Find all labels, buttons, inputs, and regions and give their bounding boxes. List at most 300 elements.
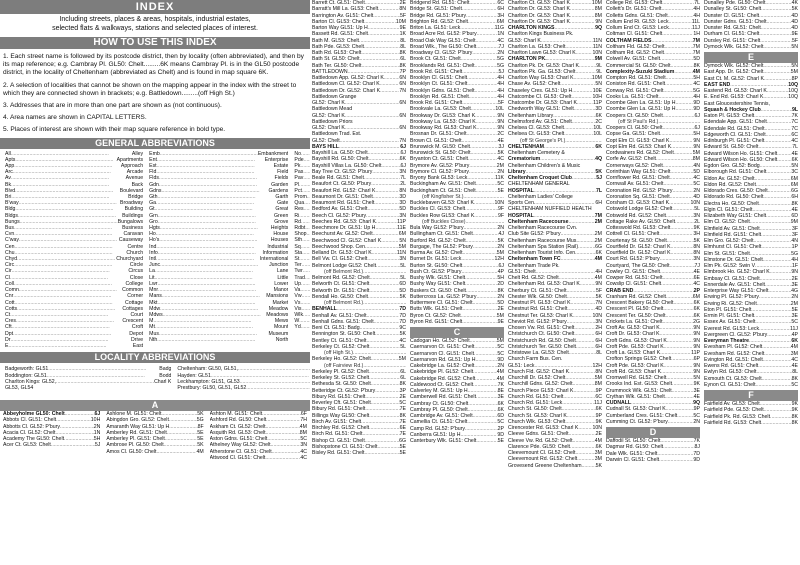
entry-map-ref: 4H — [693, 93, 700, 100]
abbreviation-column — [291, 151, 310, 350]
entry-map-ref: 1P — [791, 244, 798, 251]
entry-name: Copt Elm Cl. GL53: Charl K — [606, 137, 670, 144]
entry-map-ref: 4E — [693, 393, 700, 400]
entry-name: Erwing Pl. GL52: P'bury — [704, 294, 759, 301]
entry-map-ref: 7L — [694, 0, 700, 6]
entry-map-ref: 8E — [497, 388, 504, 394]
entry-name: Chester Wlk. GL50: Chelt — [508, 293, 567, 300]
entry-map-ref: 5L — [400, 343, 406, 350]
entry-name: Belmont Lodge GL52: Chelt — [312, 262, 377, 269]
entry-name: GL52: Charl K — [312, 100, 345, 106]
abbreviation-meaning: Mansions — [266, 293, 289, 300]
general-abbreviations-table — [2, 151, 308, 350]
entry-name: Cromwell Rd. GL52: Chelt — [606, 375, 667, 381]
entry-map-ref: 9M — [594, 56, 602, 63]
locality-name: Cheltenham: GL50, GL51, — [177, 366, 238, 373]
entry-map-ref: 9P — [595, 412, 602, 419]
entry-name: Coltham Rd. GL52: Chelt — [606, 50, 664, 56]
entry-map-ref: 2N — [693, 187, 700, 194]
entry-map-ref: 6J — [694, 112, 700, 119]
entry-map-ref: 4H — [693, 12, 700, 19]
entry-name: Cheltenham Children's & Music — [508, 162, 581, 169]
entry-map-ref: 5J — [596, 175, 602, 181]
abbreviation-meaning: Churchyard — [116, 256, 144, 263]
entry-map-ref: 11G — [494, 25, 504, 31]
entry-map-ref: 5M — [594, 375, 602, 381]
entry-name: Christchurch Ter. GL50: Chelt — [508, 343, 576, 350]
abbreviation-row — [294, 324, 310, 330]
entry-map-ref: 9L — [596, 68, 602, 75]
entry-name: Crematorium — [508, 156, 541, 163]
entry-map-ref: 9E — [497, 318, 504, 325]
abbreviation: Bldgs — [5, 212, 18, 219]
entry-map-ref: 5K — [595, 293, 602, 300]
entry-name: Enterprise Way GL51: Chelt — [704, 288, 769, 294]
entry-map-ref: 8K — [399, 50, 406, 56]
entry-name: Dagmar Rd. GL50: Chelt — [606, 444, 664, 451]
locality-name: Leckhampton: GL51, GL53 — [177, 378, 240, 385]
abbreviation-column — [146, 151, 291, 350]
entry-map-ref: 8L — [596, 350, 602, 356]
abbreviation-meaning: Corner — [127, 293, 144, 300]
entry-name: Dunster Rd. GL51: Chelt — [704, 25, 761, 31]
entry-name: Dunster Gdns. GL51: Chelt — [704, 18, 767, 25]
entry-name: Buckingham Ct. GL51: Chelt — [410, 187, 476, 194]
leader-dots — [572, 175, 596, 181]
entry-name: Bishopstone Cl. GL51: Chelt — [312, 443, 378, 450]
entry-map-ref: 4E — [791, 206, 798, 213]
entry-map-ref: 1K — [399, 31, 406, 38]
index-entry — [312, 450, 406, 456]
entry-map-ref: 5E — [497, 187, 504, 194]
entry-map-ref: 6K — [693, 300, 700, 306]
abbreviation-meaning: Circle — [129, 262, 144, 269]
entry-name: Cambray Pl. GL50: Chelt — [410, 406, 468, 413]
entry-name: HOSPITAL — [508, 187, 534, 194]
entry-map-ref: 8N — [399, 187, 406, 194]
entry-map-ref: 9K — [693, 225, 700, 231]
entry-map-ref: 10E — [592, 87, 602, 94]
entry-name: Corsham Cl. GL53: Charl K — [606, 200, 670, 206]
abbreviation-meaning: Arcade — [126, 169, 144, 176]
entry-name: Croft Pde. GL53: Charl K — [606, 362, 664, 369]
entry-map-ref: 7P — [399, 68, 406, 75]
entry-map-ref: 2P — [497, 425, 504, 432]
entry-map-ref: 7M — [692, 37, 700, 44]
locality-row — [177, 385, 310, 391]
entry-name: Church Fld. GL52: Charl K — [508, 368, 570, 375]
entry-map-ref: 9K — [791, 407, 798, 414]
entry-map-ref: 12H — [592, 362, 602, 369]
entry-name: Camp Rd. GL52: P'bury — [410, 425, 465, 432]
entry-map-ref: 4C — [300, 454, 307, 461]
entry-map-ref: 2E — [399, 0, 406, 6]
entry-map-ref: 4C — [693, 281, 700, 288]
entry-map-ref: 5D — [399, 206, 406, 213]
entry-map-ref: 4C — [791, 138, 798, 144]
entry-name: Ashford Rd. GL50: Chelt — [209, 417, 267, 424]
entry-map-ref: 9D — [497, 431, 504, 438]
entry-map-ref: 4H — [693, 6, 700, 13]
entry-map-ref: 4P — [791, 331, 798, 338]
entry-name: Everest Rd. GL53: Leck — [704, 325, 760, 332]
entry-name: Bryanton Ct. GL51: Chelt — [410, 156, 468, 163]
abbreviation: Pas — [294, 169, 304, 176]
entry-name: College Rd. GL53: Chelt — [606, 0, 663, 6]
letter-heading-d: D — [606, 427, 700, 438]
entry-map-ref: 2H — [595, 325, 602, 331]
entry-name: GL51: Chelt — [508, 268, 536, 275]
entry-name: Chosen Vw. Rd. GL51: Chelt — [508, 325, 575, 331]
entry-map-ref: 3N — [693, 212, 700, 219]
index-column — [506, 0, 604, 565]
entry-name: Brook Rd. GL51: Chelt — [410, 100, 463, 106]
entry-map-ref: 2E — [399, 393, 406, 400]
entry-map-ref: 7D — [399, 306, 406, 313]
abbreviation: Flds — [149, 175, 159, 182]
index-subtitle — [0, 16, 310, 33]
entry-name: Christowe La. GL53: Chelt — [508, 350, 569, 356]
entry-map-ref: 5G — [791, 250, 798, 257]
entry-map-ref: 3D — [399, 193, 406, 200]
entry-map-ref: 8N — [693, 243, 700, 250]
abbreviation-meaning: Depot — [129, 330, 144, 337]
entry-name: (off Belmont Rd.) — [324, 268, 364, 275]
howto-list — [0, 53, 310, 135]
entry-name: Ennerdale Av. GL51: Chelt — [704, 281, 765, 288]
abbreviation-meaning: Building — [124, 206, 144, 213]
entry-name: Elm Pk. GL52: Swin V — [704, 263, 756, 269]
entry-name: Cordwainers Rd. GL52: Chelt — [606, 150, 674, 156]
entry-map-ref: 9N — [693, 325, 700, 331]
abbreviation-meaning: Mount — [273, 324, 289, 331]
entry-map-ref: 9N — [693, 362, 700, 369]
entry-name: Collett's Dr. GL51: Chelt — [606, 6, 662, 13]
entry-name: Cleevemount Rd. GL52: Chelt — [508, 456, 578, 463]
entry-map-ref: 9L — [596, 62, 602, 69]
entry-map-ref: 3C — [791, 169, 798, 176]
entry-map-ref: 5K — [693, 237, 700, 244]
entry-map-ref: 11J — [594, 400, 602, 406]
abbreviation-meaning: East — [132, 342, 144, 349]
entry-map-ref: 3P — [399, 387, 406, 394]
entry-name: Eton Pl. GL51: Chelt — [704, 306, 752, 313]
abbreviation: Pde — [294, 156, 304, 163]
entry-map-ref: 9N — [595, 281, 602, 288]
entry-map-ref: 5M — [398, 243, 406, 250]
entry-name: Battledown Grange — [312, 93, 357, 100]
entry-map-ref: 6J — [94, 411, 101, 418]
entry-name: Squash & Hockey Club — [704, 106, 761, 113]
entry-name: Copse Ga. GL51: Chelt — [606, 131, 660, 138]
abbreviation: No — [294, 150, 302, 157]
entry-name: Chaseley Cres. GL51: Up H — [508, 87, 573, 94]
entry-map-ref: 2N — [497, 168, 504, 175]
entry-map-ref: 5H — [497, 275, 504, 281]
entry-map-ref: 6H — [595, 200, 602, 206]
entry-map-ref: 8N — [595, 368, 602, 375]
entry-name: Ewens Rd. GL51: Chelt — [704, 363, 759, 369]
entry-name: Cranham Rd. GL52: Chelt — [606, 293, 666, 300]
entry-map-ref: 6D — [399, 281, 406, 288]
entry-map-ref: 9N — [693, 368, 700, 375]
entry-name: Elmhurst Cl. GL51: Chelt — [704, 244, 762, 251]
entry-map-ref: 4C — [497, 156, 504, 163]
abbreviation-meaning: Information — [262, 249, 289, 256]
entry-map-ref: 6J — [400, 162, 406, 169]
entry-name: GL52: Charl K — [312, 112, 345, 119]
abbreviation: Bldg — [5, 206, 16, 213]
entry-map-ref: 2L — [400, 181, 406, 188]
entry-name: Croft Av. GL53: Charl K — [606, 325, 660, 331]
leader-dots — [569, 350, 596, 356]
entry-name: Canberra GL51: Up H — [410, 431, 461, 438]
entry-name: GL53: Charl K — [508, 37, 541, 44]
entry-map-ref: 5K — [595, 462, 602, 469]
abbreviation-meaning: Drive — [131, 336, 144, 343]
entry-name: Dunalley St. GL50: Chelt — [704, 6, 762, 13]
entry-map-ref: 8K — [399, 412, 406, 419]
abbreviation-meaning: Houses — [270, 237, 289, 244]
entry-name: Croft Pde. GL53: Charl K — [606, 343, 664, 350]
entry-name: Chelsea Cl. GL53: Chelt — [508, 125, 564, 131]
entry-name: Collum End Ri. GL53: Leck — [606, 18, 669, 25]
abbreviation: Gt — [149, 206, 155, 213]
entry-name: Burgage, The GL52: P'bury — [410, 243, 473, 250]
entry-map-ref: 2M — [790, 300, 798, 307]
entry-map-ref: 6C — [791, 131, 798, 138]
abbreviation-meaning: Meadow — [268, 305, 289, 312]
abbreviation-meaning: Industrial — [267, 243, 289, 250]
entry-map-ref: 10Q — [788, 81, 798, 88]
abbreviation-meaning: Great — [275, 206, 289, 213]
entry-name: Beechurst Av. GL52: Chelt — [312, 231, 373, 238]
entry-map-ref: 2N — [497, 243, 504, 250]
entry-name: Belworth Ct. GL51: Chelt — [312, 281, 370, 288]
entry-name: Battledown Priors — [312, 118, 353, 125]
abbreviation: Bus — [5, 225, 14, 232]
abbreviation: Fld — [149, 169, 157, 176]
entry-name: Exmouth Ct. GL53: Chelt — [704, 375, 762, 382]
entry-map-ref: 4J — [498, 231, 504, 238]
abbreviation: Sth — [294, 237, 303, 244]
entry-name: Bassett Rd. GL51: Chelt — [312, 31, 368, 38]
index-entry — [704, 44, 798, 50]
entry-name: Bayshill La. GL50: Chelt — [312, 150, 368, 156]
entry-name: Colwell Av. GL51: Chelt — [606, 56, 661, 63]
entry-name: Brook Ct. GL51: Chelt — [410, 56, 461, 63]
entry-name: Cowslip Cl. GL51: Chelt — [606, 281, 662, 288]
leader-dots — [462, 319, 497, 325]
entry-name: Bryony Bank GL53: Leck — [410, 175, 468, 181]
entry-name: Bell Vw. Cl. GL52: Chelt — [312, 256, 368, 263]
entry-map-ref: 4D — [791, 25, 798, 31]
abbreviation: C'way — [5, 237, 19, 244]
abbreviation: Va — [294, 287, 301, 294]
entry-map-ref: 9L — [791, 106, 798, 113]
entry-map-ref: 11P — [593, 100, 602, 106]
entry-name: Battledown App. GL52: Charl K — [312, 75, 384, 81]
abbreviation-meaning: Manor — [273, 287, 289, 294]
entry-map-ref: 6H — [595, 331, 602, 338]
entry-name: Ashlone M. GL51: Chelt — [106, 411, 162, 418]
entry-map-ref: 7H — [300, 417, 307, 424]
leader-dots — [157, 449, 197, 455]
entry-name: Courtyard, The GL50: Chelt — [606, 262, 670, 269]
entry-name: Cheltenham Racecourse Cvn. — [508, 225, 578, 231]
abbreviation: Bungs — [5, 218, 20, 225]
entry-map-ref: 11E — [397, 225, 406, 231]
entry-name: Buskers Ct. GL50: Chelt — [410, 287, 466, 294]
entry-name: Compton Rd. GL51: Chelt — [606, 75, 666, 81]
entry-map-ref: 5M — [692, 150, 700, 156]
entry-name: Collum End Ct. GL53: Leck — [606, 25, 669, 31]
entry-name: Acer Ct. GL53: Chelt — [3, 442, 51, 449]
leader-dots — [364, 450, 399, 456]
entry-map-ref: 9F — [497, 212, 504, 219]
abbreviation-meaning: Circus — [128, 268, 144, 275]
entry-name: (off St Paul's Rd.) — [618, 118, 659, 125]
abbreviation: Apts — [5, 156, 16, 163]
entry-name: Coltman Cl. GL51: Chelt — [606, 31, 663, 38]
abbreviation: Grn — [149, 212, 158, 219]
abbreviation-meaning: Croft — [131, 324, 144, 331]
entry-map-ref: 6H — [497, 6, 504, 13]
entry-name: Berkeley Ct. GL52: Chelt — [312, 343, 370, 350]
abbreviation-meaning: Alley — [131, 150, 144, 157]
entry-name: Aston Gdns. GL51: Chelt — [209, 436, 268, 443]
entry-map-ref: 2N — [93, 423, 101, 430]
entry-name: Cheviot Rd. GL52: P'bury — [508, 318, 567, 325]
entry-name: Cooks La. GL51: Chelt — [606, 93, 659, 100]
entry-map-ref: 7M — [692, 50, 700, 56]
abbreviation: Pav — [294, 175, 304, 182]
abbreviation: Up — [294, 280, 302, 287]
index-column — [408, 0, 506, 565]
abbreviation: Mdw — [149, 305, 161, 312]
entry-map-ref: 5E — [399, 443, 406, 450]
entry-map-ref: 6D — [791, 213, 798, 219]
entry-map-ref: 12H — [494, 256, 504, 263]
entry-name: East Gloucestershire Tennis, — [704, 100, 770, 107]
abbreviation-meaning: Gardens — [268, 187, 289, 194]
abbreviation-meaning: Boulevard — [119, 187, 144, 194]
entry-map-ref: 5N — [791, 43, 798, 50]
entry-map-ref: 1F — [791, 263, 798, 269]
entry-map-ref: 10L — [593, 131, 602, 138]
entry-name: Essex Av. GL51: Chelt — [704, 319, 756, 326]
abbreviation: Gth — [149, 194, 158, 201]
entry-map-ref: 8L — [400, 43, 406, 50]
entry-name: Cleevemount Cl. GL52: Chelt — [508, 450, 576, 456]
leader-dots — [761, 420, 792, 426]
entry-map-ref: 7C — [791, 125, 798, 132]
entry-map-ref: 5C — [497, 419, 504, 426]
entry-map-ref: 7M — [594, 212, 602, 219]
entry-name: Broad Oak Way GL51: Chelt — [410, 37, 476, 44]
howto-item: 5. Places of interest are shown with their map square reference in bold type. — [3, 126, 226, 134]
entry-map-ref: 5E — [197, 436, 204, 443]
entry-name: Edward Wilson Ho. GL51: Chelt — [704, 150, 778, 157]
entry-name: Library — [508, 168, 526, 175]
entry-name: Crescent Ter. GL50: Chelt — [606, 312, 666, 319]
entry-name: Chelt Rd. GL52: Chelt — [508, 275, 559, 281]
locality-name: Hayden: GL51 — [177, 372, 211, 379]
entry-map-ref: 3F — [791, 225, 798, 232]
entry-name: Courtfield Dr. GL52: Charl K — [606, 243, 671, 250]
entry-map-ref: 8K — [693, 62, 700, 69]
abbreviation: St — [294, 256, 300, 263]
entry-map-ref: 8M — [594, 6, 602, 13]
entry-name: Courtfield Dr. GL52: Charl K — [606, 250, 671, 256]
abbreviation-meaning: Green — [273, 212, 289, 219]
entry-name: Brown Cl. GL51: Chelt — [410, 137, 462, 144]
entry-name: Eldorado Rd. GL50: Chelt — [704, 194, 764, 201]
entry-name: Cowper Rd. GL51: Chelt — [606, 275, 663, 281]
entry-name: Birch Av. GL51: Chelt — [312, 418, 362, 425]
entry-name: Beaumont Dr. GL51: Chelt — [312, 193, 373, 200]
abbreviation: Cvn — [5, 231, 15, 238]
entry-map-ref: 4N — [791, 238, 798, 244]
entry-map-ref: 4Q — [595, 156, 602, 163]
abbreviation-meaning: North — [275, 336, 289, 343]
entry-name: Coopers Cl. GL50: Chelt — [606, 125, 663, 131]
entry-name: Fairfield Rd. GL53: Chelt — [704, 419, 762, 426]
entry-map-ref: 4E — [791, 150, 798, 157]
abbreviation-meaning: Estate — [273, 163, 289, 170]
entry-name: Crythan Wlk. GL51: Chelt — [606, 393, 665, 400]
entry-name: Crummock Wlk. GL51: Chelt — [606, 387, 672, 394]
entry-map-ref: 4M — [692, 68, 700, 75]
entry-name: Chedworth Way GL51: Chelt — [508, 106, 574, 113]
entry-map-ref: 5G — [693, 87, 700, 94]
entry-map-ref: 10N — [592, 50, 602, 56]
entry-map-ref: 5C — [497, 181, 504, 188]
entry-name: Cheltenham Trade Pk. — [508, 262, 560, 269]
entry-name: Bath Ter. GL50: Chelt — [312, 62, 362, 69]
entry-map-ref: 2N — [497, 225, 504, 231]
entry-name: GL52: Chelt — [312, 137, 340, 144]
entry-map-ref: 6L — [400, 375, 406, 381]
entry-map-ref: 7N — [595, 300, 602, 306]
abbreviation: Sta — [294, 249, 303, 256]
entry-map-ref: 2C — [595, 118, 602, 125]
entry-name: Bushy Way GL51: Chelt — [410, 281, 466, 288]
entry-name: CHELTENHAM NUFFIELD HEALTH — [508, 206, 592, 213]
entry-name: Dunster Cl. GL51: Chelt — [704, 12, 760, 19]
entry-name: BATTLEDOWN — [312, 68, 348, 75]
abbreviation-meaning: Embankment — [257, 150, 289, 157]
entry-map-ref: 2N — [693, 418, 700, 425]
entry-name: Church Piece GL53: Charl K — [508, 387, 574, 394]
leader-dots — [668, 419, 694, 425]
entry-name: Brookway La. GL53: Charl K — [410, 118, 476, 125]
abbreviation-meaning: Lower — [274, 280, 289, 287]
general-abbreviations-heading: GENERAL ABBREVIATIONS — [0, 138, 310, 149]
abbreviation: Dpt — [5, 330, 14, 337]
entry-name: GL52: Charl K — [312, 125, 345, 131]
entry-map-ref: 3F — [791, 231, 798, 238]
locality-abbreviation: Bodd — [159, 372, 172, 379]
entry-map-ref: 11K — [495, 175, 504, 181]
entry-name: Camberwell Rd. GL51: Chelt — [410, 394, 477, 401]
entry-map-ref: 5M — [790, 69, 798, 76]
entry-map-ref: 11P — [397, 218, 406, 225]
entry-name: Charlton La. GL53: Chelt — [508, 43, 566, 50]
entry-name: Broad Wlk., The GL50: Chelt — [410, 43, 477, 50]
entry-name: Charlton Dr. GL53: Charl K — [508, 12, 570, 19]
entry-map-ref: 5N — [399, 237, 406, 244]
